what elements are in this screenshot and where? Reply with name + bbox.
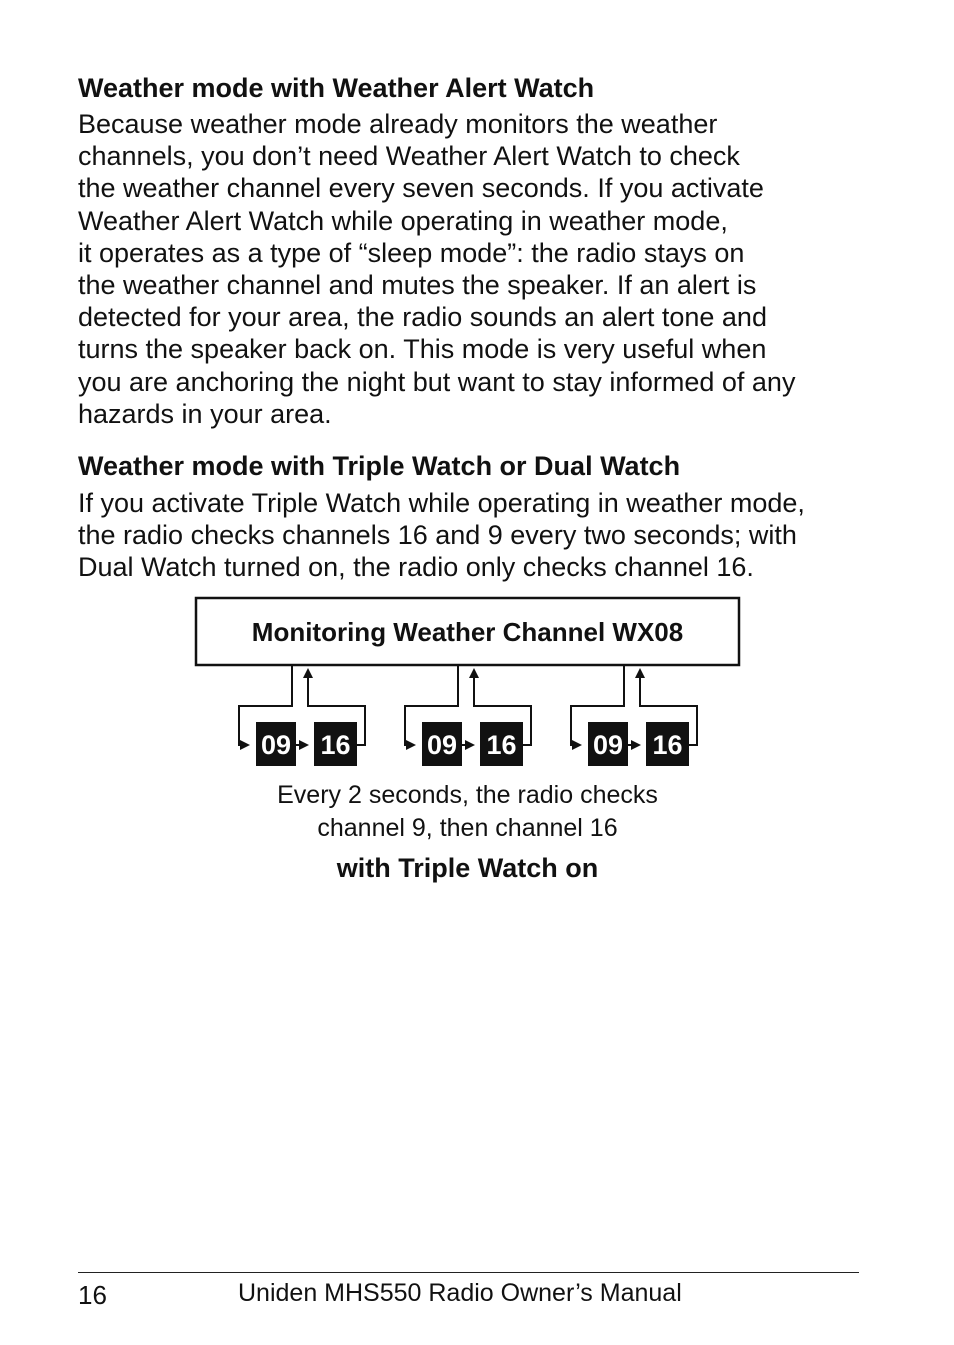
- text-line: turns the speaker back on. This mode is very useful when: [78, 334, 767, 365]
- caption-line: Every 2 seconds, the radio checks: [277, 781, 658, 809]
- monitor-label: Monitoring Weather Channel WX08: [251, 617, 684, 647]
- section-heading-weather-alert-watch: Weather mode with Weather Alert Watch: [78, 73, 595, 103]
- footer-divider: [78, 1272, 859, 1273]
- channel-label-16: 16: [486, 730, 517, 760]
- text-line: detected for your area, the radio sounds an alert tone and: [78, 302, 767, 333]
- channel-label-09: 09: [592, 730, 624, 760]
- page-number: 16: [78, 1280, 107, 1310]
- text-line: the weather channel every seven seconds. If you activate: [78, 173, 764, 204]
- channel-label-16: 16: [320, 730, 351, 760]
- text-line: hazards in your area.: [78, 398, 332, 429]
- diagram-caption: [220, 779, 715, 844]
- text-line: you are anchoring the night but want to stay informed of any: [78, 366, 796, 397]
- text-line: the weather channel and mutes the speaker. If an alert is: [78, 270, 757, 301]
- channel-label-09: 09: [260, 730, 292, 760]
- text-line: Because weather mode already monitors the weather: [78, 109, 718, 139]
- text-line: the radio checks channels 16 and 9 every two seconds; with: [78, 520, 797, 551]
- diagram-caption-bold: with Triple Watch on: [336, 853, 599, 883]
- section-heading-triple-dual-watch: Weather mode with Triple Watch or Dual Watch: [78, 451, 681, 481]
- footer-manual-title: Uniden MHS550 Radio Owner’s Manual: [238, 1279, 682, 1307]
- text-line: If you activate Triple Watch while operating in weather mode,: [78, 488, 805, 518]
- text-line: Weather Alert Watch while operating in weather mode,: [78, 205, 728, 236]
- caption-line: channel 9, then channel 16: [317, 813, 618, 842]
- channel-label-09: 09: [426, 730, 458, 760]
- text-line: channels, you don’t need Weather Alert Watch to check: [78, 141, 740, 172]
- text-line: Dual Watch turned on, the radio only checks channel 16.: [78, 552, 754, 583]
- channel-label-16: 16: [652, 730, 683, 760]
- text-line: it operates as a type of “sleep mode”: the radio stays on: [78, 237, 745, 268]
